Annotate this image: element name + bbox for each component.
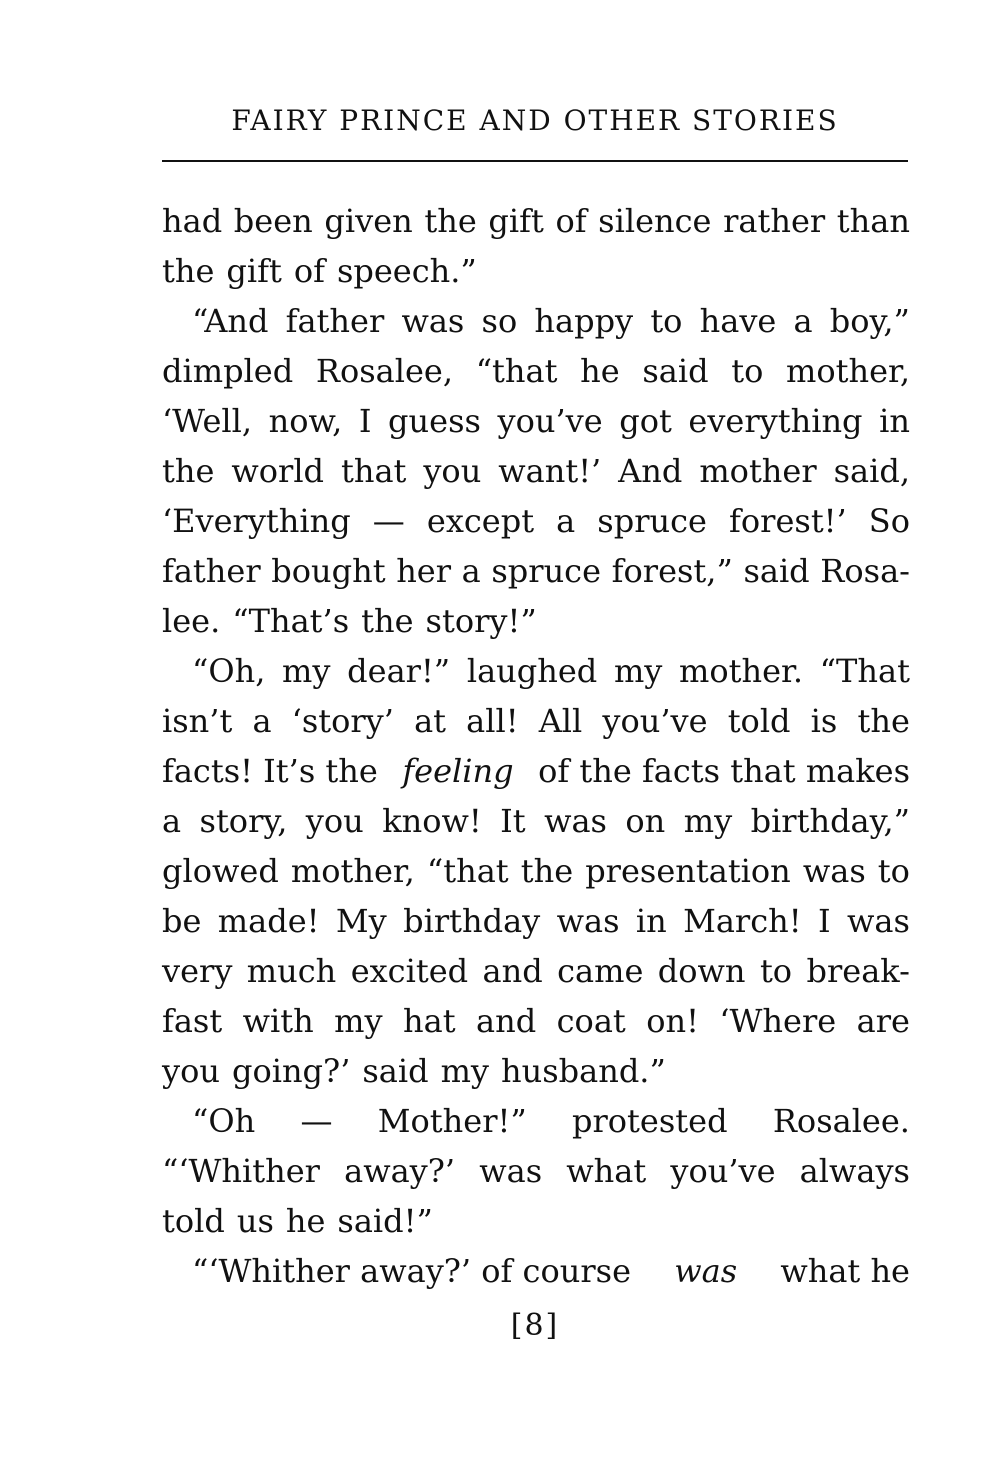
word: was [556, 902, 620, 940]
word: “that [426, 852, 509, 890]
word: at [414, 702, 446, 740]
word: is [810, 702, 838, 740]
word: “That [819, 652, 910, 690]
word: “that [475, 352, 558, 390]
word: fast [162, 1002, 223, 1040]
text-line [162, 896, 910, 946]
word: “Oh [192, 1102, 256, 1140]
word: coat [556, 1002, 626, 1040]
word: a [252, 702, 272, 740]
word: happy [534, 302, 634, 340]
word: guess [388, 402, 481, 440]
text-line [162, 446, 910, 496]
word: Mother!” [377, 1102, 527, 1140]
word: the [162, 252, 215, 290]
word: the [520, 852, 574, 890]
word: All [538, 702, 583, 740]
word: you [162, 1052, 220, 1090]
word: father [162, 552, 261, 590]
word: in [635, 902, 667, 940]
word: — [300, 1102, 333, 1140]
word: always [799, 1152, 910, 1190]
word: ‘Everything [162, 502, 351, 540]
italic-word: was [674, 1252, 738, 1290]
word: away?’ [344, 1152, 456, 1190]
word: birthday [403, 902, 541, 940]
word: birthday,” [750, 802, 910, 840]
word: except [426, 502, 535, 540]
text-line [162, 246, 910, 296]
word: And [618, 452, 683, 490]
word: in [879, 402, 910, 440]
word: got [619, 402, 672, 440]
text-line [162, 1096, 910, 1146]
word: mother [699, 452, 817, 490]
word: said!” [337, 1202, 433, 1240]
text-line [162, 996, 910, 1046]
word: story, [199, 802, 288, 840]
word: ‘Well, [162, 402, 253, 440]
word: was [401, 302, 465, 340]
word: came [557, 952, 644, 990]
text-line [162, 646, 910, 696]
word: on [625, 802, 666, 840]
word: hat [403, 1002, 456, 1040]
line-segment: what he [780, 1252, 910, 1290]
word: you’ve [670, 1152, 776, 1190]
word: gift [488, 202, 544, 240]
word: forest!’ [729, 502, 847, 540]
word: presentation [585, 852, 791, 890]
word: much [246, 952, 337, 990]
body-text [162, 196, 910, 1296]
word: be [162, 902, 202, 940]
word: Rosalee. [772, 1102, 910, 1140]
word: “And [192, 302, 269, 340]
italic-word: feeling [402, 752, 514, 790]
word: the [857, 702, 910, 740]
word: a [793, 302, 813, 340]
word: was [802, 852, 866, 890]
word: now, [268, 402, 343, 440]
word: told [727, 702, 791, 740]
word: my [683, 802, 733, 840]
word: “‘Whither [162, 1152, 320, 1190]
text-line [162, 346, 910, 396]
word: Rosalee, [315, 352, 454, 390]
running-head: FAIRY PRINCE AND OTHER STORIES [231, 104, 839, 137]
word: very [162, 952, 233, 990]
word: you’ve [602, 702, 708, 740]
text-line [162, 696, 910, 746]
word: — [372, 502, 405, 540]
word: than [836, 202, 910, 240]
line-segment: facts! It’s the [162, 752, 378, 790]
text-line [162, 1046, 910, 1096]
word: said [642, 352, 709, 390]
word: been [233, 202, 313, 240]
word: was [847, 902, 910, 940]
text-line [162, 1196, 910, 1246]
line-segment: of the facts that makes [538, 752, 910, 790]
word: a [461, 552, 481, 590]
word: to [650, 302, 683, 340]
word: a [556, 502, 576, 540]
word: story!” [425, 602, 537, 640]
word: said, [833, 452, 910, 490]
text-line [162, 596, 910, 646]
word: us [236, 1202, 274, 1240]
word: protested [572, 1102, 728, 1140]
text-line [162, 1146, 910, 1196]
word: to [759, 952, 793, 990]
word: husband.” [501, 1052, 666, 1090]
text-line [162, 496, 910, 546]
word: told [162, 1202, 225, 1240]
word: forest,” [611, 552, 733, 590]
word: my [613, 652, 663, 690]
word: going?’ [231, 1052, 351, 1090]
word: given [324, 202, 413, 240]
line-segment: “‘Whither away?’ of course [192, 1252, 631, 1290]
word: world [231, 452, 325, 490]
word: the [361, 602, 414, 640]
word: mother. [679, 652, 803, 690]
word: the [162, 452, 215, 490]
word: silence [598, 202, 712, 240]
word: lee. [162, 602, 221, 640]
text-line [162, 396, 910, 446]
word: was [544, 802, 607, 840]
word: said [743, 552, 810, 590]
word: mother, [290, 852, 415, 890]
word: and [476, 1002, 537, 1040]
word: spruce [491, 552, 602, 590]
word: bought [271, 552, 386, 590]
word: so [481, 302, 518, 340]
text-line [162, 1246, 910, 1296]
word: said [362, 1052, 429, 1090]
text-line [162, 796, 910, 846]
word: my [282, 652, 331, 690]
word: of [293, 252, 325, 290]
word: to [877, 852, 910, 890]
word: gift [226, 252, 282, 290]
word: the [424, 202, 477, 240]
word: laughed [466, 652, 598, 690]
word: everything [688, 402, 863, 440]
word: “That’s [232, 602, 350, 640]
word: It [500, 802, 526, 840]
page-number: [8] [510, 1308, 560, 1343]
text-line [162, 946, 910, 996]
word: ‘Where [719, 1002, 837, 1040]
word: dear!” [347, 652, 451, 690]
word: my [334, 1002, 383, 1040]
word: was [479, 1152, 543, 1190]
word: my [440, 1052, 489, 1090]
word: to [731, 352, 764, 390]
word: what [566, 1152, 647, 1190]
word: excited [350, 952, 469, 990]
word: all! [466, 702, 519, 740]
word: speech.” [336, 252, 477, 290]
text-line [162, 296, 910, 346]
text-line [162, 846, 910, 896]
text-line [162, 196, 910, 246]
word: My [335, 902, 387, 940]
word: I [817, 902, 831, 940]
word: you [305, 802, 364, 840]
word: made! [217, 902, 320, 940]
word: Rosa- [820, 552, 910, 590]
word: a [162, 802, 182, 840]
word: of [555, 202, 587, 240]
word: her [396, 552, 452, 590]
word: March! [683, 902, 802, 940]
text-line [162, 546, 910, 596]
word: had [162, 202, 223, 240]
word: he [580, 352, 620, 390]
word: “Oh, [192, 652, 266, 690]
word: he [285, 1202, 326, 1240]
word: know! [382, 802, 482, 840]
word: want!’ [498, 452, 602, 490]
word: father [285, 302, 385, 340]
word: break- [806, 952, 910, 990]
word: dimpled [162, 352, 294, 390]
word: ‘story’ [291, 702, 394, 740]
word: isn’t [162, 702, 233, 740]
word: and [482, 952, 543, 990]
text-line [162, 746, 910, 796]
word: rather [723, 202, 826, 240]
word: So [868, 502, 910, 540]
word: with [242, 1002, 314, 1040]
word: you [423, 452, 482, 490]
word: that [340, 452, 407, 490]
word: I [358, 402, 372, 440]
word: you’ve [497, 402, 603, 440]
word: are [856, 1002, 910, 1040]
word: spruce [597, 502, 707, 540]
header-rule [162, 160, 908, 162]
word: down [657, 952, 746, 990]
word: have [699, 302, 777, 340]
word: glowed [162, 852, 279, 890]
word: boy,” [829, 302, 910, 340]
word: mother, [786, 352, 910, 390]
word: on! [646, 1002, 699, 1040]
